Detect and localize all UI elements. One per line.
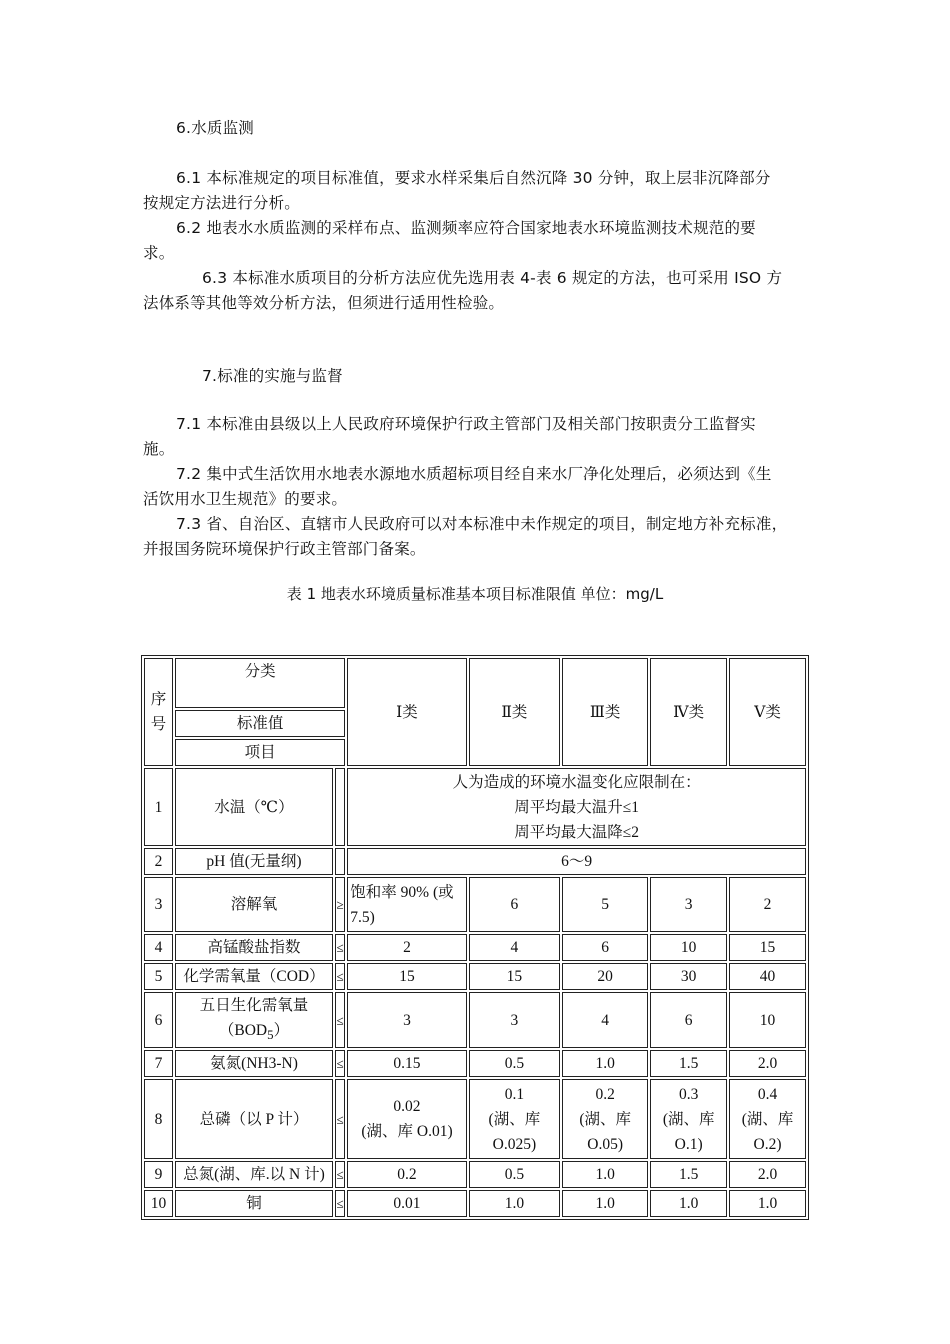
row-value-class-2: 3 xyxy=(469,992,560,1048)
value-line: (湖、库 xyxy=(579,1110,631,1128)
row-value-class-4: 3 xyxy=(650,877,727,932)
header-category: 分类 xyxy=(175,658,345,708)
paragraph-7-3-line1: 7.3 省、自治区、直辖市人民政府可以对本标准中未作规定的项目，制定地方补充标准， xyxy=(176,515,788,533)
row-value-class-5: 2.0 xyxy=(729,1161,806,1188)
row-value-class-4: 1.5 xyxy=(650,1161,727,1188)
table-row xyxy=(144,1079,806,1159)
row-symbol: ≤ xyxy=(335,934,345,961)
row-symbol: ≤ xyxy=(335,1050,345,1077)
row-number: 9 xyxy=(144,1161,173,1188)
row-value-class-3: 20 xyxy=(562,963,648,990)
value-line: 0.02 xyxy=(393,1098,421,1116)
paragraph-7-2-line1: 7.2 集中式生活饮用水地表水源地水质超标项目经自来水厂净化处理后，必须达到《生 xyxy=(176,465,772,483)
table-row xyxy=(144,1161,806,1188)
row-item: 化学需氧量（COD） xyxy=(175,963,333,990)
paragraph-7-1-line1: 7.1 本标准由县级以上人民政府环境保护行政主管部门及相关部门按职责分工监督实 xyxy=(176,415,756,433)
table-row xyxy=(144,848,806,875)
row-value-class-3: 6 xyxy=(562,934,648,961)
table-row xyxy=(144,934,806,961)
paragraph-6-3-line2: 法体系等其他等效分析方法，但须进行适用性检验。 xyxy=(143,294,505,312)
water-temp-line: 周平均最大温降≤2 xyxy=(514,823,640,841)
row-item: 溶解氧 xyxy=(175,877,333,932)
header-class-5: Ⅴ类 xyxy=(729,658,806,766)
row-item: 总氮(湖、库.以 N 计) xyxy=(175,1161,333,1188)
row-number: 2 xyxy=(144,848,173,875)
section-6-heading: 6.水质监测 xyxy=(176,119,254,137)
row-symbol xyxy=(335,768,345,846)
row-value-class-1: 饱和率 90% (或 7.5) xyxy=(347,877,466,932)
value-line: (湖、库 xyxy=(662,1110,715,1128)
row-value-class-2: 0.5 xyxy=(469,1161,560,1188)
value-line: (湖、库 O.01) xyxy=(361,1123,453,1141)
water-temp-note xyxy=(347,768,806,846)
row-value-class-1 xyxy=(347,1079,466,1159)
row-value-class-2 xyxy=(469,1079,560,1159)
row-value-class-3: 1.0 xyxy=(562,1161,648,1188)
row-value-class-3: 1.0 xyxy=(562,1190,648,1217)
row-symbol: ≤ xyxy=(335,963,345,990)
bod-subscript: 5 xyxy=(267,1027,274,1043)
table-caption: 表 1 地表水环境质量标准基本项目标准限值 单位：mg/L xyxy=(286,585,664,603)
header-class-2: Ⅱ类 xyxy=(469,658,560,766)
row-number: 6 xyxy=(144,992,173,1048)
paragraph-6-2-line1: 6.2 地表水水质监测的采样布点、监测频率应符合国家地表水环境监测技术规范的要 xyxy=(176,219,756,237)
row-item xyxy=(175,992,333,1048)
paragraph-6-1-line1: 6.1 本标准规定的项目标准值，要求水样采集后自然沉降 30 分钟，取上层非沉降部分 xyxy=(176,169,771,187)
row-value-class-4: 6 xyxy=(650,992,727,1048)
header-seq: 序号 xyxy=(144,658,173,766)
value-line: O.025) xyxy=(492,1135,537,1153)
row-value-class-5: 40 xyxy=(729,963,806,990)
row-value-class-2: 15 xyxy=(469,963,560,990)
value-line: (湖、库 xyxy=(741,1110,794,1128)
value-line: 0.4 xyxy=(757,1085,778,1103)
header-class-4: Ⅳ类 xyxy=(650,658,727,766)
table-row xyxy=(144,1050,806,1077)
value-line: 0.3 xyxy=(678,1085,699,1103)
table-row xyxy=(144,992,806,1048)
section-7-heading: 7.标准的实施与监督 xyxy=(202,367,343,385)
header-class-3: Ⅲ类 xyxy=(562,658,648,766)
paragraph-7-2-line2: 活饮用水卫生规范》的要求。 xyxy=(143,490,348,508)
row-number: 5 xyxy=(144,963,173,990)
row-symbol: ≤ xyxy=(335,1190,345,1217)
row-value-class-1: 0.01 xyxy=(347,1190,466,1217)
table-row xyxy=(144,877,806,932)
row-value-class-1: 0.15 xyxy=(347,1050,466,1077)
row-symbol: ≤ xyxy=(335,992,345,1048)
header-standard-value: 标准值 xyxy=(175,710,345,737)
row-value-class-2: 6 xyxy=(469,877,560,932)
row-item: 铜 xyxy=(175,1190,333,1217)
row-value-class-1: 15 xyxy=(347,963,466,990)
row-value-class-2: 4 xyxy=(469,934,560,961)
water-temp-line: 人为造成的环境水温变化应限制在： xyxy=(452,773,701,791)
row-value-class-4: 10 xyxy=(650,934,727,961)
value-line: 0.1 xyxy=(504,1085,525,1103)
row-value-class-3 xyxy=(562,1079,648,1159)
header-class-1: Ⅰ类 xyxy=(347,658,466,766)
value-line: (湖、库 xyxy=(488,1110,541,1128)
bod-label: （BOD xyxy=(218,1022,268,1039)
table-row xyxy=(144,1190,806,1217)
row-item: 水温（℃） xyxy=(175,768,333,846)
row-symbol: ≤ xyxy=(335,1079,345,1159)
row-item: 总磷（以 P 计） xyxy=(175,1079,333,1159)
row-value-class-4: 1.0 xyxy=(650,1190,727,1217)
row-number: 3 xyxy=(144,877,173,932)
row-number: 10 xyxy=(144,1190,173,1217)
row-symbol: ≥ xyxy=(335,877,345,932)
row-item: pH 值(无量纲) xyxy=(175,848,333,875)
row-item-line xyxy=(178,1018,330,1047)
row-value-class-4: 30 xyxy=(650,963,727,990)
row-value-class-3: 4 xyxy=(562,992,648,1048)
row-value-class-1: 3 xyxy=(347,992,466,1048)
value-line: 0.2 xyxy=(595,1085,615,1103)
paragraph-6-3-line1: 6.3 本标准水质项目的分析方法应优先选用表 4-表 6 规定的方法，也可采用 ISO 方 xyxy=(202,269,783,287)
paragraph-6-1-line2: 按规定方法进行分析。 xyxy=(143,194,301,212)
value-line: O.1) xyxy=(674,1135,703,1153)
row-value-class-5: 1.0 xyxy=(729,1190,806,1217)
row-value-class-5: 2.0 xyxy=(729,1050,806,1077)
value-line: O.2) xyxy=(753,1135,782,1153)
header-item: 项目 xyxy=(175,739,345,766)
row-value-class-2: 0.5 xyxy=(469,1050,560,1077)
paragraph-7-3-line2: 并报国务院环境保护行政主管部门备案。 xyxy=(143,540,426,558)
row-value-class-5 xyxy=(729,1079,806,1159)
water-temp-line: 周平均最大温升≤1 xyxy=(514,798,640,816)
row-value-class-1: 2 xyxy=(347,934,466,961)
water-quality-standards-table xyxy=(141,655,809,1220)
row-value: 6～9 xyxy=(347,848,806,875)
row-value-class-5: 10 xyxy=(729,992,806,1048)
row-item-line: 五日生化需氧量 xyxy=(199,997,309,1014)
row-value-class-1: 0.2 xyxy=(347,1161,466,1188)
bod-close: ） xyxy=(273,1022,290,1039)
paragraph-6-2-line2: 求。 xyxy=(143,244,175,262)
row-value-class-4: 1.5 xyxy=(650,1050,727,1077)
row-number: 8 xyxy=(144,1079,173,1159)
value-line: O.05) xyxy=(587,1135,624,1153)
paragraph-7-1-line2: 施。 xyxy=(143,440,175,458)
row-item: 氨氮(NH3-N) xyxy=(175,1050,333,1077)
row-symbol xyxy=(335,848,345,875)
row-number: 4 xyxy=(144,934,173,961)
row-number: 1 xyxy=(144,768,173,846)
row-item: 高锰酸盐指数 xyxy=(175,934,333,961)
row-symbol: ≤ xyxy=(335,1161,345,1188)
row-value-class-4 xyxy=(650,1079,727,1159)
table-row xyxy=(144,963,806,990)
row-value-class-5: 2 xyxy=(729,877,806,932)
row-value-class-3: 1.0 xyxy=(562,1050,648,1077)
table-row xyxy=(144,768,806,846)
row-number: 7 xyxy=(144,1050,173,1077)
row-value-class-5: 15 xyxy=(729,934,806,961)
row-value-class-3: 5 xyxy=(562,877,648,932)
row-value-class-2: 1.0 xyxy=(469,1190,560,1217)
